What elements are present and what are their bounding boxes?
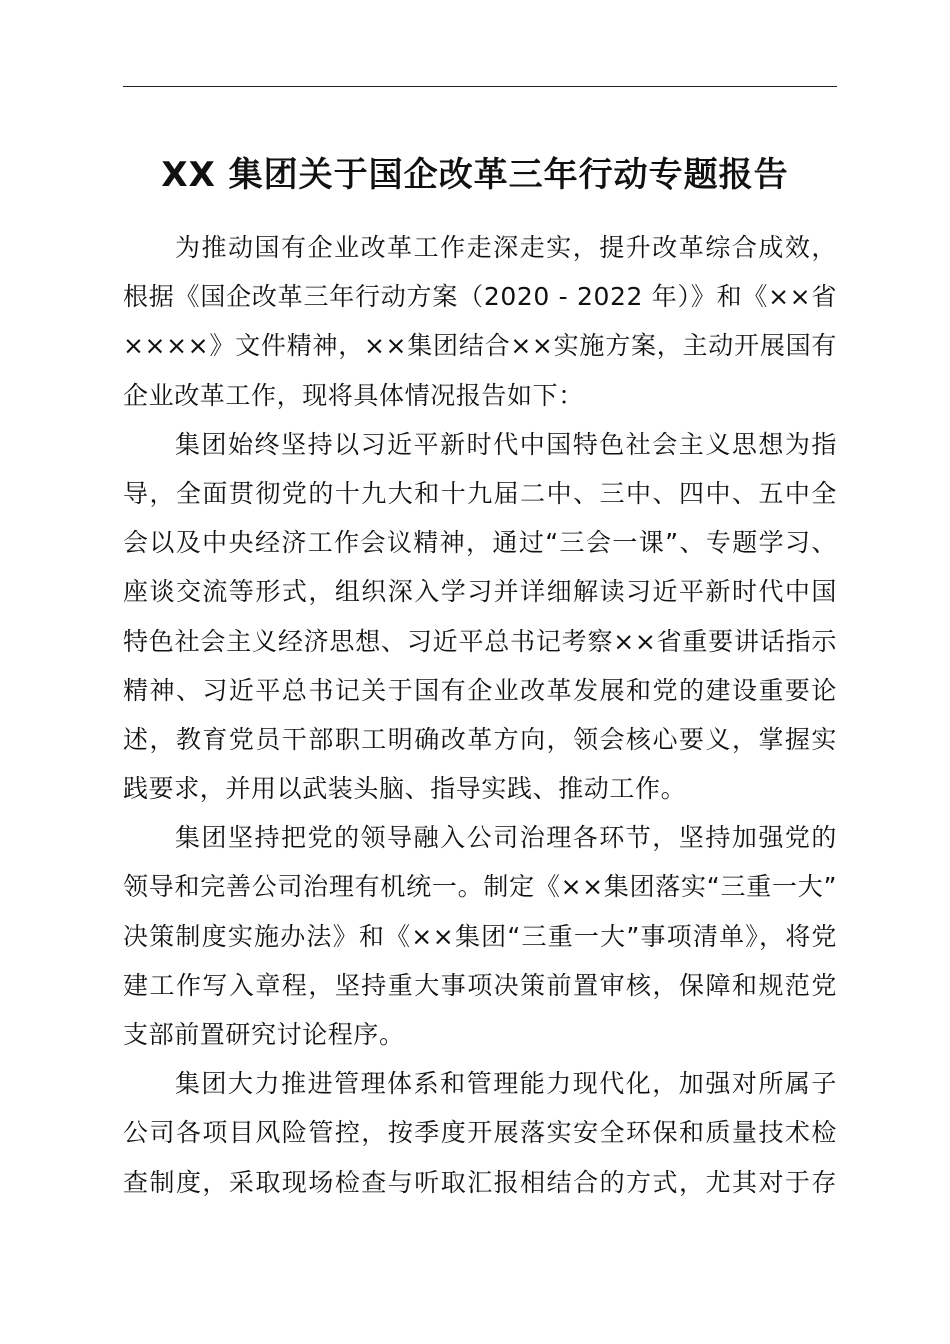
text-line: 精神、习近平总书记关于国有企业改革发展和党的建设重要论 [123, 675, 837, 705]
header-rule [123, 86, 837, 87]
text-line: 公司各项目风险管控，按季度开展落实安全环保和质量技术检 [123, 1118, 837, 1148]
paragraph [123, 813, 837, 1059]
text-line: 根据《国企改革三年行动方案（2020 - 2022 年）》和《××省 [123, 282, 837, 312]
text-line: 领导和完善公司治理有机统一。制定《××集团落实“三重一大” [123, 872, 837, 902]
text-line: 集团大力推进管理体系和管理能力现代化，加强对所属子 [175, 1069, 837, 1099]
text-line: 集团始终坚持以习近平新时代中国特色社会主义思想为指 [175, 429, 837, 459]
text-line: 决策制度实施办法》和《××集团“三重一大”事项清单》，将党 [123, 921, 837, 951]
text-line: 为推动国有企业改革工作走深走实，提升改革综合成效， [175, 233, 837, 262]
text-line: 查制度，采取现场检查与听取汇报相结合的方式，尤其对于存 [123, 1167, 837, 1197]
document-title: XX 集团关于国企改革三年行动专题报告 [161, 155, 789, 195]
text-line: 支部前置研究讨论程序。 [123, 1020, 405, 1049]
paragraph [123, 420, 837, 814]
document-body [123, 223, 837, 1207]
text-line: ××××》文件精神，××集团结合××实施方案，主动开展国有 [123, 331, 837, 361]
text-line: 会以及中央经济工作会议精神，通过“三会一课”、专题学习、 [123, 528, 837, 558]
text-line: 特色社会主义经济思想、习近平总书记考察××省重要讲话指示 [123, 626, 837, 656]
text-line: 座谈交流等形式，组织深入学习并详细解读习近平新时代中国 [123, 577, 837, 607]
text-line: 践要求，并用以武装头脑、指导实践、推动工作。 [123, 774, 687, 804]
text-line: 述，教育党员干部职工明确改革方向，领会核心要义，掌握实 [123, 724, 837, 754]
paragraph [123, 223, 837, 420]
text-line: 集团坚持把党的领导融入公司治理各环节，坚持加强党的 [175, 823, 837, 853]
text-line: 导，全面贯彻党的十九大和十九届二中、三中、四中、五中全 [123, 478, 837, 508]
text-line: 企业改革工作，现将具体情况报告如下： [123, 380, 584, 410]
paragraph [123, 1059, 837, 1207]
text-line: 建工作写入章程，坚持重大事项决策前置审核，保障和规范党 [123, 970, 837, 1000]
